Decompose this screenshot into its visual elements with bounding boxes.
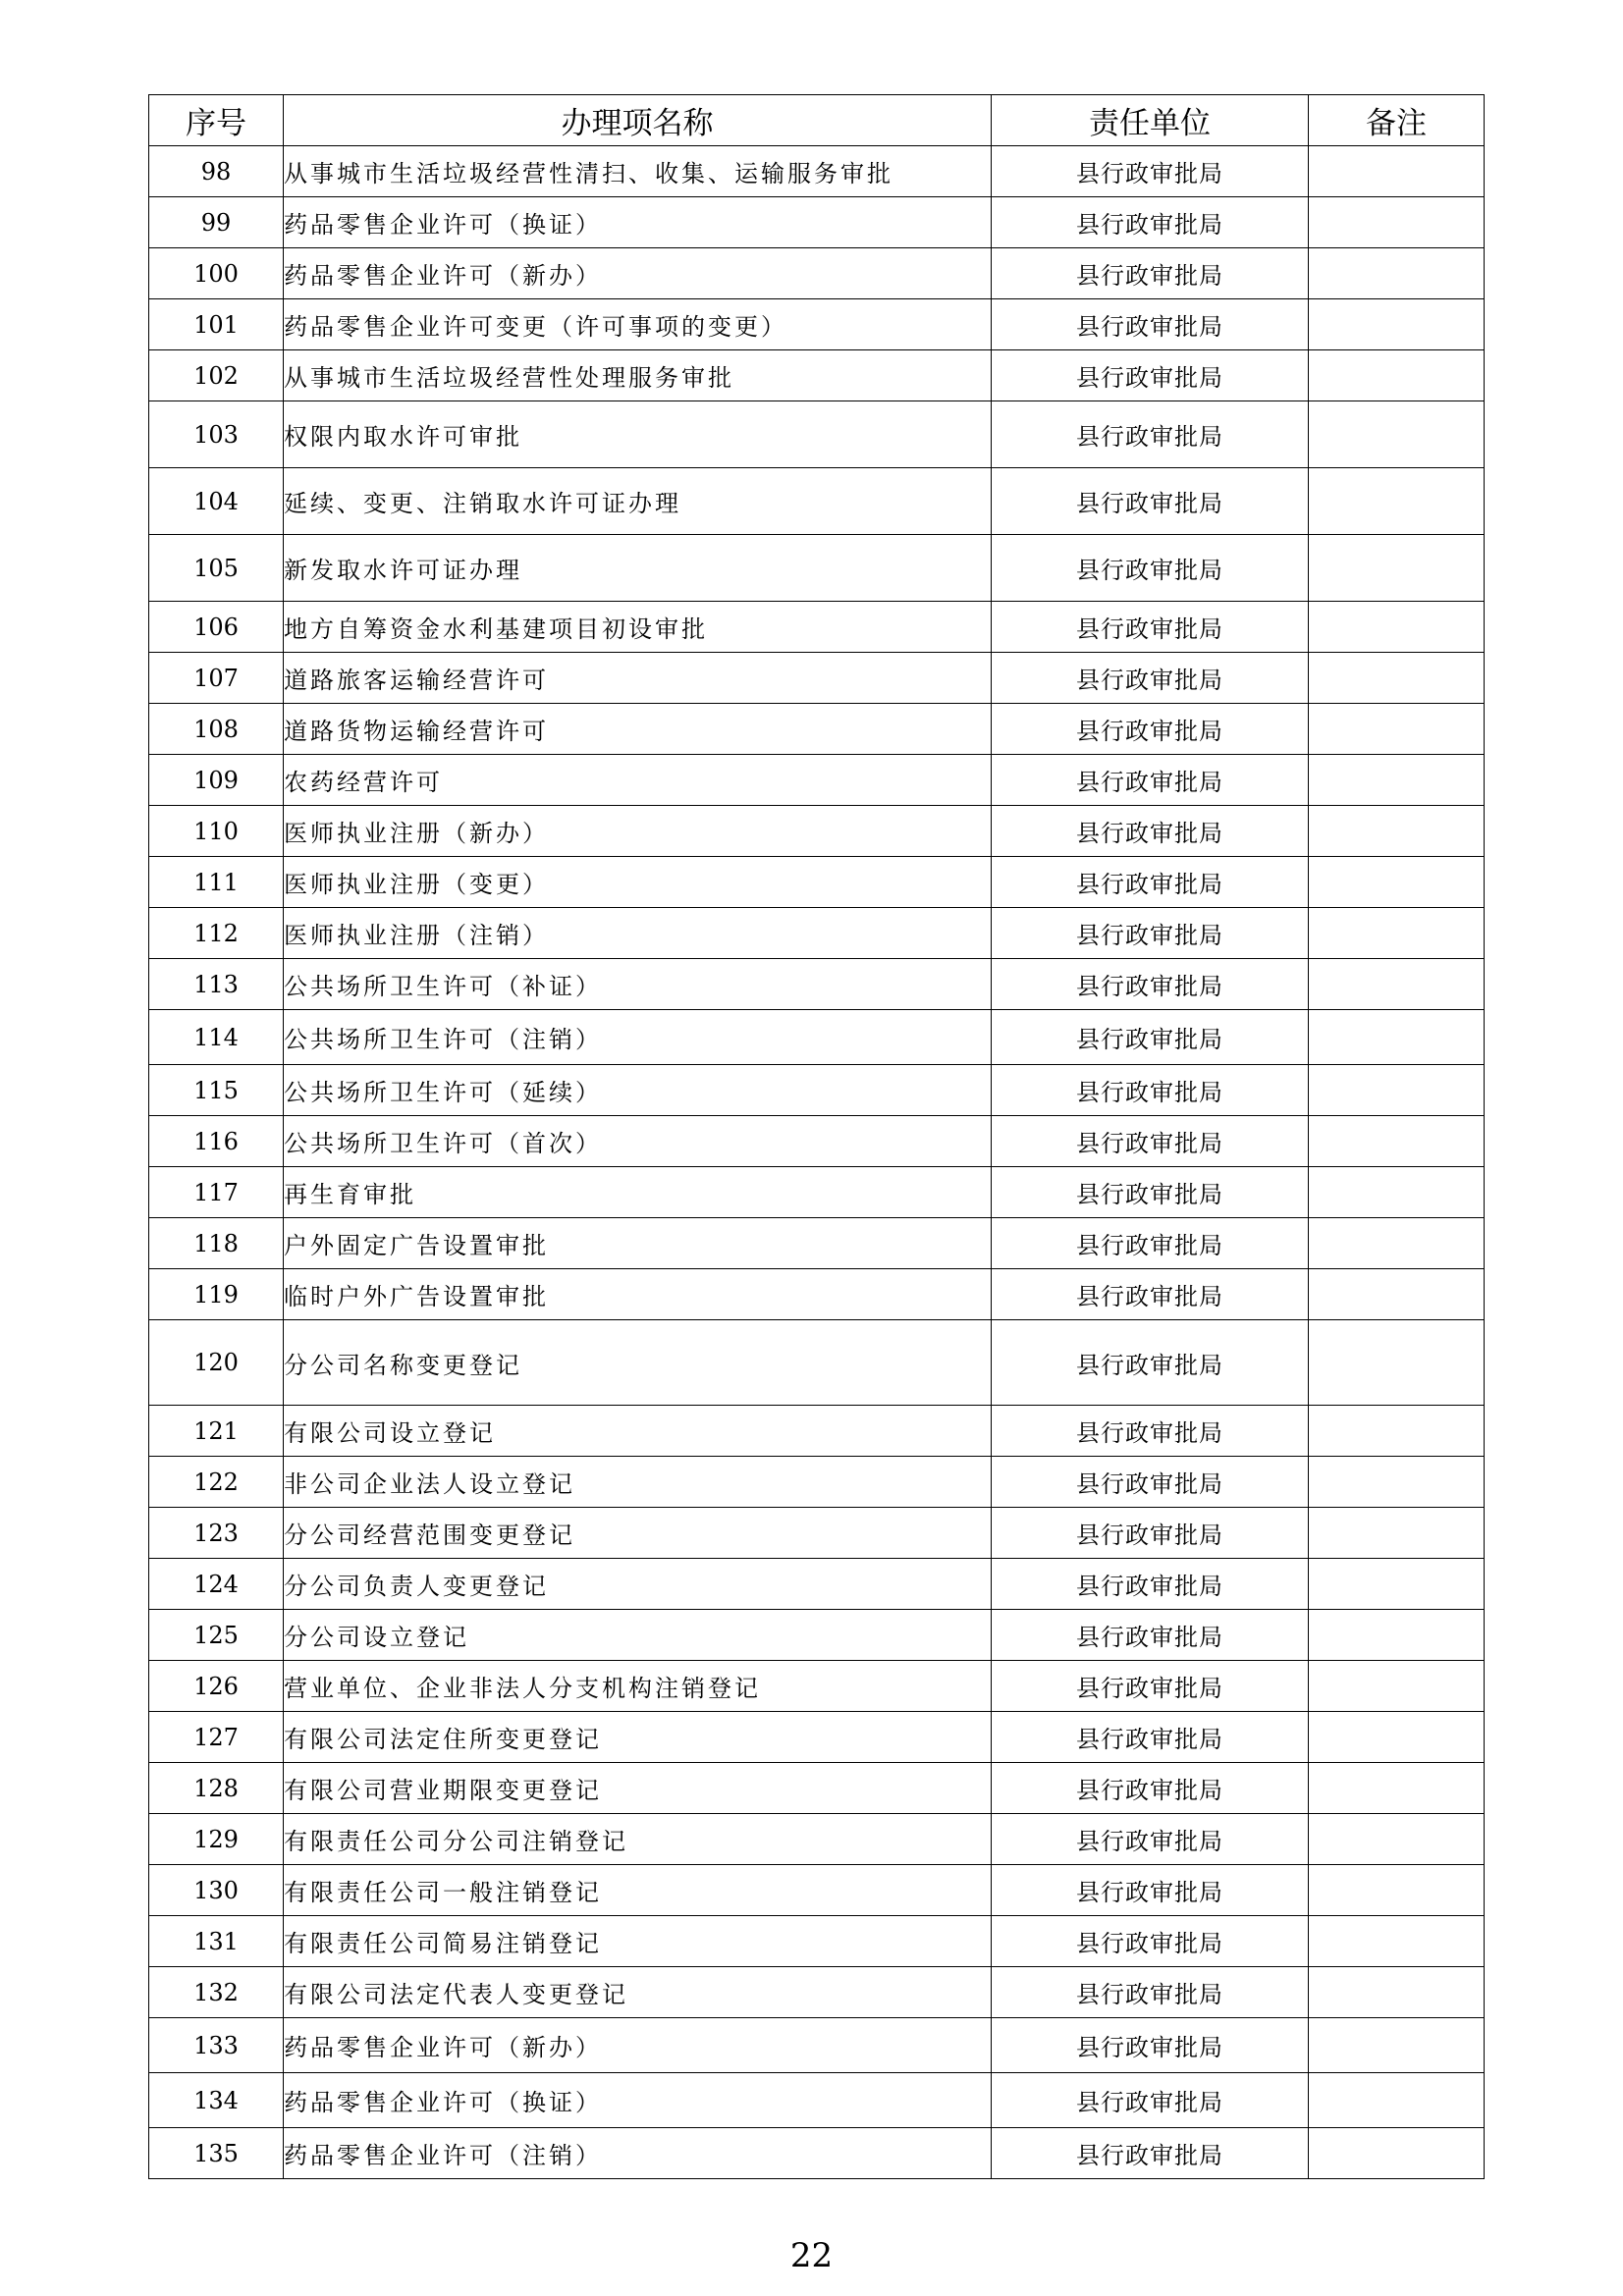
responsible-unit: 县行政审批局 <box>992 1712 1309 1763</box>
row-number: 131 <box>149 1916 284 1967</box>
responsible-unit: 县行政审批局 <box>992 1610 1309 1661</box>
row-number: 110 <box>149 806 284 857</box>
table-row <box>149 401 1485 468</box>
item-name: 公共场所卫生许可（延续） <box>284 1065 992 1116</box>
row-number: 133 <box>149 2018 284 2073</box>
table-row <box>149 146 1485 197</box>
item-name: 药品零售企业许可（新办） <box>284 2018 992 2073</box>
remark <box>1309 1116 1485 1167</box>
responsible-unit: 县行政审批局 <box>992 1116 1309 1167</box>
responsible-unit: 县行政审批局 <box>992 2128 1309 2179</box>
remark <box>1309 197 1485 248</box>
item-name: 药品零售企业许可（换证） <box>284 2073 992 2128</box>
remark <box>1309 1218 1485 1269</box>
remark <box>1309 248 1485 299</box>
row-number: 103 <box>149 401 284 468</box>
table-row <box>149 755 1485 806</box>
item-name: 临时户外广告设置审批 <box>284 1269 992 1320</box>
row-number: 117 <box>149 1167 284 1218</box>
item-name: 从事城市生活垃圾经营性清扫、收集、运输服务审批 <box>284 146 992 197</box>
remark <box>1309 653 1485 704</box>
item-name: 有限公司法定代表人变更登记 <box>284 1967 992 2018</box>
table-row <box>149 1967 1485 2018</box>
responsible-unit: 县行政审批局 <box>992 704 1309 755</box>
table-row <box>149 1269 1485 1320</box>
responsible-unit: 县行政审批局 <box>992 299 1309 350</box>
responsible-unit: 县行政审批局 <box>992 1814 1309 1865</box>
item-name: 地方自筹资金水利基建项目初设审批 <box>284 602 992 653</box>
remark <box>1309 1967 1485 2018</box>
remark <box>1309 146 1485 197</box>
item-name: 医师执业注册（变更） <box>284 857 992 908</box>
table-row <box>149 1406 1485 1457</box>
remark <box>1309 1320 1485 1406</box>
row-number: 127 <box>149 1712 284 1763</box>
remark <box>1309 299 1485 350</box>
remark <box>1309 2073 1485 2128</box>
responsible-unit: 县行政审批局 <box>992 1508 1309 1559</box>
item-name: 公共场所卫生许可（补证） <box>284 959 992 1010</box>
table-row <box>149 1814 1485 1865</box>
remark <box>1309 1457 1485 1508</box>
item-name: 有限责任公司一般注销登记 <box>284 1865 992 1916</box>
responsible-unit: 县行政审批局 <box>992 1967 1309 2018</box>
row-number: 98 <box>149 146 284 197</box>
item-name: 公共场所卫生许可（注销） <box>284 1010 992 1065</box>
page-number: 22 <box>789 2236 834 2275</box>
row-number: 99 <box>149 197 284 248</box>
item-name: 有限公司营业期限变更登记 <box>284 1763 992 1814</box>
remark <box>1309 2128 1485 2179</box>
table-row <box>149 653 1485 704</box>
remark <box>1309 1508 1485 1559</box>
item-name: 药品零售企业许可变更（许可事项的变更） <box>284 299 992 350</box>
remark <box>1309 755 1485 806</box>
item-name: 农药经营许可 <box>284 755 992 806</box>
row-number: 119 <box>149 1269 284 1320</box>
table-row <box>149 908 1485 959</box>
remark <box>1309 1269 1485 1320</box>
table-row <box>149 959 1485 1010</box>
remark <box>1309 2018 1485 2073</box>
responsible-unit: 县行政审批局 <box>992 857 1309 908</box>
table-row <box>149 1661 1485 1712</box>
table-row <box>149 1457 1485 1508</box>
row-number: 108 <box>149 704 284 755</box>
header-remark: 备注 <box>1309 95 1485 146</box>
row-number: 123 <box>149 1508 284 1559</box>
responsible-unit: 县行政审批局 <box>992 2073 1309 2128</box>
table-row <box>149 1916 1485 1967</box>
remark <box>1309 1814 1485 1865</box>
row-number: 104 <box>149 468 284 535</box>
table-row <box>149 1865 1485 1916</box>
row-number: 129 <box>149 1814 284 1865</box>
row-number: 132 <box>149 1967 284 2018</box>
item-name: 非公司企业法人设立登记 <box>284 1457 992 1508</box>
header-no: 序号 <box>149 95 284 146</box>
row-number: 116 <box>149 1116 284 1167</box>
remark <box>1309 1610 1485 1661</box>
responsible-unit: 县行政审批局 <box>992 535 1309 602</box>
table-row <box>149 248 1485 299</box>
responsible-unit: 县行政审批局 <box>992 197 1309 248</box>
responsible-unit: 县行政审批局 <box>992 1559 1309 1610</box>
row-number: 118 <box>149 1218 284 1269</box>
row-number: 128 <box>149 1763 284 1814</box>
item-name: 有限公司设立登记 <box>284 1406 992 1457</box>
responsible-unit: 县行政审批局 <box>992 602 1309 653</box>
remark <box>1309 1865 1485 1916</box>
remark <box>1309 401 1485 468</box>
table-row <box>149 602 1485 653</box>
table-row <box>149 2018 1485 2073</box>
remark <box>1309 1712 1485 1763</box>
table-row <box>149 1010 1485 1065</box>
item-name: 从事城市生活垃圾经营性处理服务审批 <box>284 350 992 401</box>
remark <box>1309 704 1485 755</box>
table-row <box>149 1218 1485 1269</box>
remark <box>1309 857 1485 908</box>
item-name: 有限责任公司分公司注销登记 <box>284 1814 992 1865</box>
row-number: 126 <box>149 1661 284 1712</box>
row-number: 121 <box>149 1406 284 1457</box>
responsible-unit: 县行政审批局 <box>992 1218 1309 1269</box>
table-row <box>149 299 1485 350</box>
table-row <box>149 1167 1485 1218</box>
responsible-unit: 县行政审批局 <box>992 1320 1309 1406</box>
table-row <box>149 2128 1485 2179</box>
remark <box>1309 908 1485 959</box>
item-name: 分公司设立登记 <box>284 1610 992 1661</box>
remark <box>1309 806 1485 857</box>
item-name: 再生育审批 <box>284 1167 992 1218</box>
row-number: 130 <box>149 1865 284 1916</box>
table-row <box>149 2073 1485 2128</box>
responsible-unit: 县行政审批局 <box>992 1661 1309 1712</box>
responsible-unit: 县行政审批局 <box>992 1763 1309 1814</box>
responsible-unit: 县行政审批局 <box>992 1065 1309 1116</box>
remark <box>1309 1010 1485 1065</box>
table-row <box>149 1116 1485 1167</box>
row-number: 105 <box>149 535 284 602</box>
item-name: 延续、变更、注销取水许可证办理 <box>284 468 992 535</box>
responsible-unit: 县行政审批局 <box>992 1010 1309 1065</box>
remark <box>1309 1559 1485 1610</box>
header-row <box>149 95 1485 146</box>
item-name: 道路旅客运输经营许可 <box>284 653 992 704</box>
responsible-unit: 县行政审批局 <box>992 1406 1309 1457</box>
row-number: 134 <box>149 2073 284 2128</box>
remark <box>1309 350 1485 401</box>
responsible-unit: 县行政审批局 <box>992 1167 1309 1218</box>
table-row <box>149 1065 1485 1116</box>
responsible-unit: 县行政审批局 <box>992 1269 1309 1320</box>
header-name: 办理项名称 <box>284 95 992 146</box>
row-number: 114 <box>149 1010 284 1065</box>
item-name: 药品零售企业许可（注销） <box>284 2128 992 2179</box>
row-number: 106 <box>149 602 284 653</box>
table-row <box>149 1559 1485 1610</box>
remark <box>1309 1763 1485 1814</box>
item-name: 公共场所卫生许可（首次） <box>284 1116 992 1167</box>
item-name: 分公司负责人变更登记 <box>284 1559 992 1610</box>
row-number: 124 <box>149 1559 284 1610</box>
table-row <box>149 535 1485 602</box>
remark <box>1309 1916 1485 1967</box>
responsible-unit: 县行政审批局 <box>992 959 1309 1010</box>
remark <box>1309 468 1485 535</box>
table-row <box>149 1320 1485 1406</box>
item-name: 有限责任公司简易注销登记 <box>284 1916 992 1967</box>
item-name: 药品零售企业许可（换证） <box>284 197 992 248</box>
table-row <box>149 1763 1485 1814</box>
responsible-unit: 县行政审批局 <box>992 350 1309 401</box>
row-number: 115 <box>149 1065 284 1116</box>
responsible-unit: 县行政审批局 <box>992 908 1309 959</box>
responsible-unit: 县行政审批局 <box>992 248 1309 299</box>
table-row <box>149 468 1485 535</box>
table-row <box>149 1712 1485 1763</box>
remark <box>1309 1167 1485 1218</box>
item-name: 分公司名称变更登记 <box>284 1320 992 1406</box>
table-row <box>149 350 1485 401</box>
remark <box>1309 1065 1485 1116</box>
item-name: 新发取水许可证办理 <box>284 535 992 602</box>
item-name: 营业单位、企业非法人分支机构注销登记 <box>284 1661 992 1712</box>
item-name: 药品零售企业许可（新办） <box>284 248 992 299</box>
row-number: 101 <box>149 299 284 350</box>
row-number: 111 <box>149 857 284 908</box>
responsible-unit: 县行政审批局 <box>992 806 1309 857</box>
responsible-unit: 县行政审批局 <box>992 1457 1309 1508</box>
responsible-unit: 县行政审批局 <box>992 1865 1309 1916</box>
row-number: 109 <box>149 755 284 806</box>
row-number: 135 <box>149 2128 284 2179</box>
remark <box>1309 602 1485 653</box>
items-table <box>148 94 1485 2179</box>
row-number: 125 <box>149 1610 284 1661</box>
table-row <box>149 1610 1485 1661</box>
table-row <box>149 1508 1485 1559</box>
remark <box>1309 1406 1485 1457</box>
row-number: 102 <box>149 350 284 401</box>
row-number: 122 <box>149 1457 284 1508</box>
item-name: 有限公司法定住所变更登记 <box>284 1712 992 1763</box>
row-number: 120 <box>149 1320 284 1406</box>
responsible-unit: 县行政审批局 <box>992 146 1309 197</box>
remark <box>1309 535 1485 602</box>
item-name: 权限内取水许可审批 <box>284 401 992 468</box>
item-name: 医师执业注册（注销） <box>284 908 992 959</box>
responsible-unit: 县行政审批局 <box>992 468 1309 535</box>
item-name: 道路货物运输经营许可 <box>284 704 992 755</box>
row-number: 113 <box>149 959 284 1010</box>
row-number: 100 <box>149 248 284 299</box>
responsible-unit: 县行政审批局 <box>992 653 1309 704</box>
item-name: 户外固定广告设置审批 <box>284 1218 992 1269</box>
table-row <box>149 806 1485 857</box>
row-number: 112 <box>149 908 284 959</box>
responsible-unit: 县行政审批局 <box>992 2018 1309 2073</box>
responsible-unit: 县行政审批局 <box>992 401 1309 468</box>
responsible-unit: 县行政审批局 <box>992 755 1309 806</box>
table-row <box>149 857 1485 908</box>
table-row <box>149 704 1485 755</box>
table-row <box>149 197 1485 248</box>
item-name: 医师执业注册（新办） <box>284 806 992 857</box>
remark <box>1309 1661 1485 1712</box>
remark <box>1309 959 1485 1010</box>
item-name: 分公司经营范围变更登记 <box>284 1508 992 1559</box>
header-dept: 责任单位 <box>992 95 1309 146</box>
responsible-unit: 县行政审批局 <box>992 1916 1309 1967</box>
row-number: 107 <box>149 653 284 704</box>
